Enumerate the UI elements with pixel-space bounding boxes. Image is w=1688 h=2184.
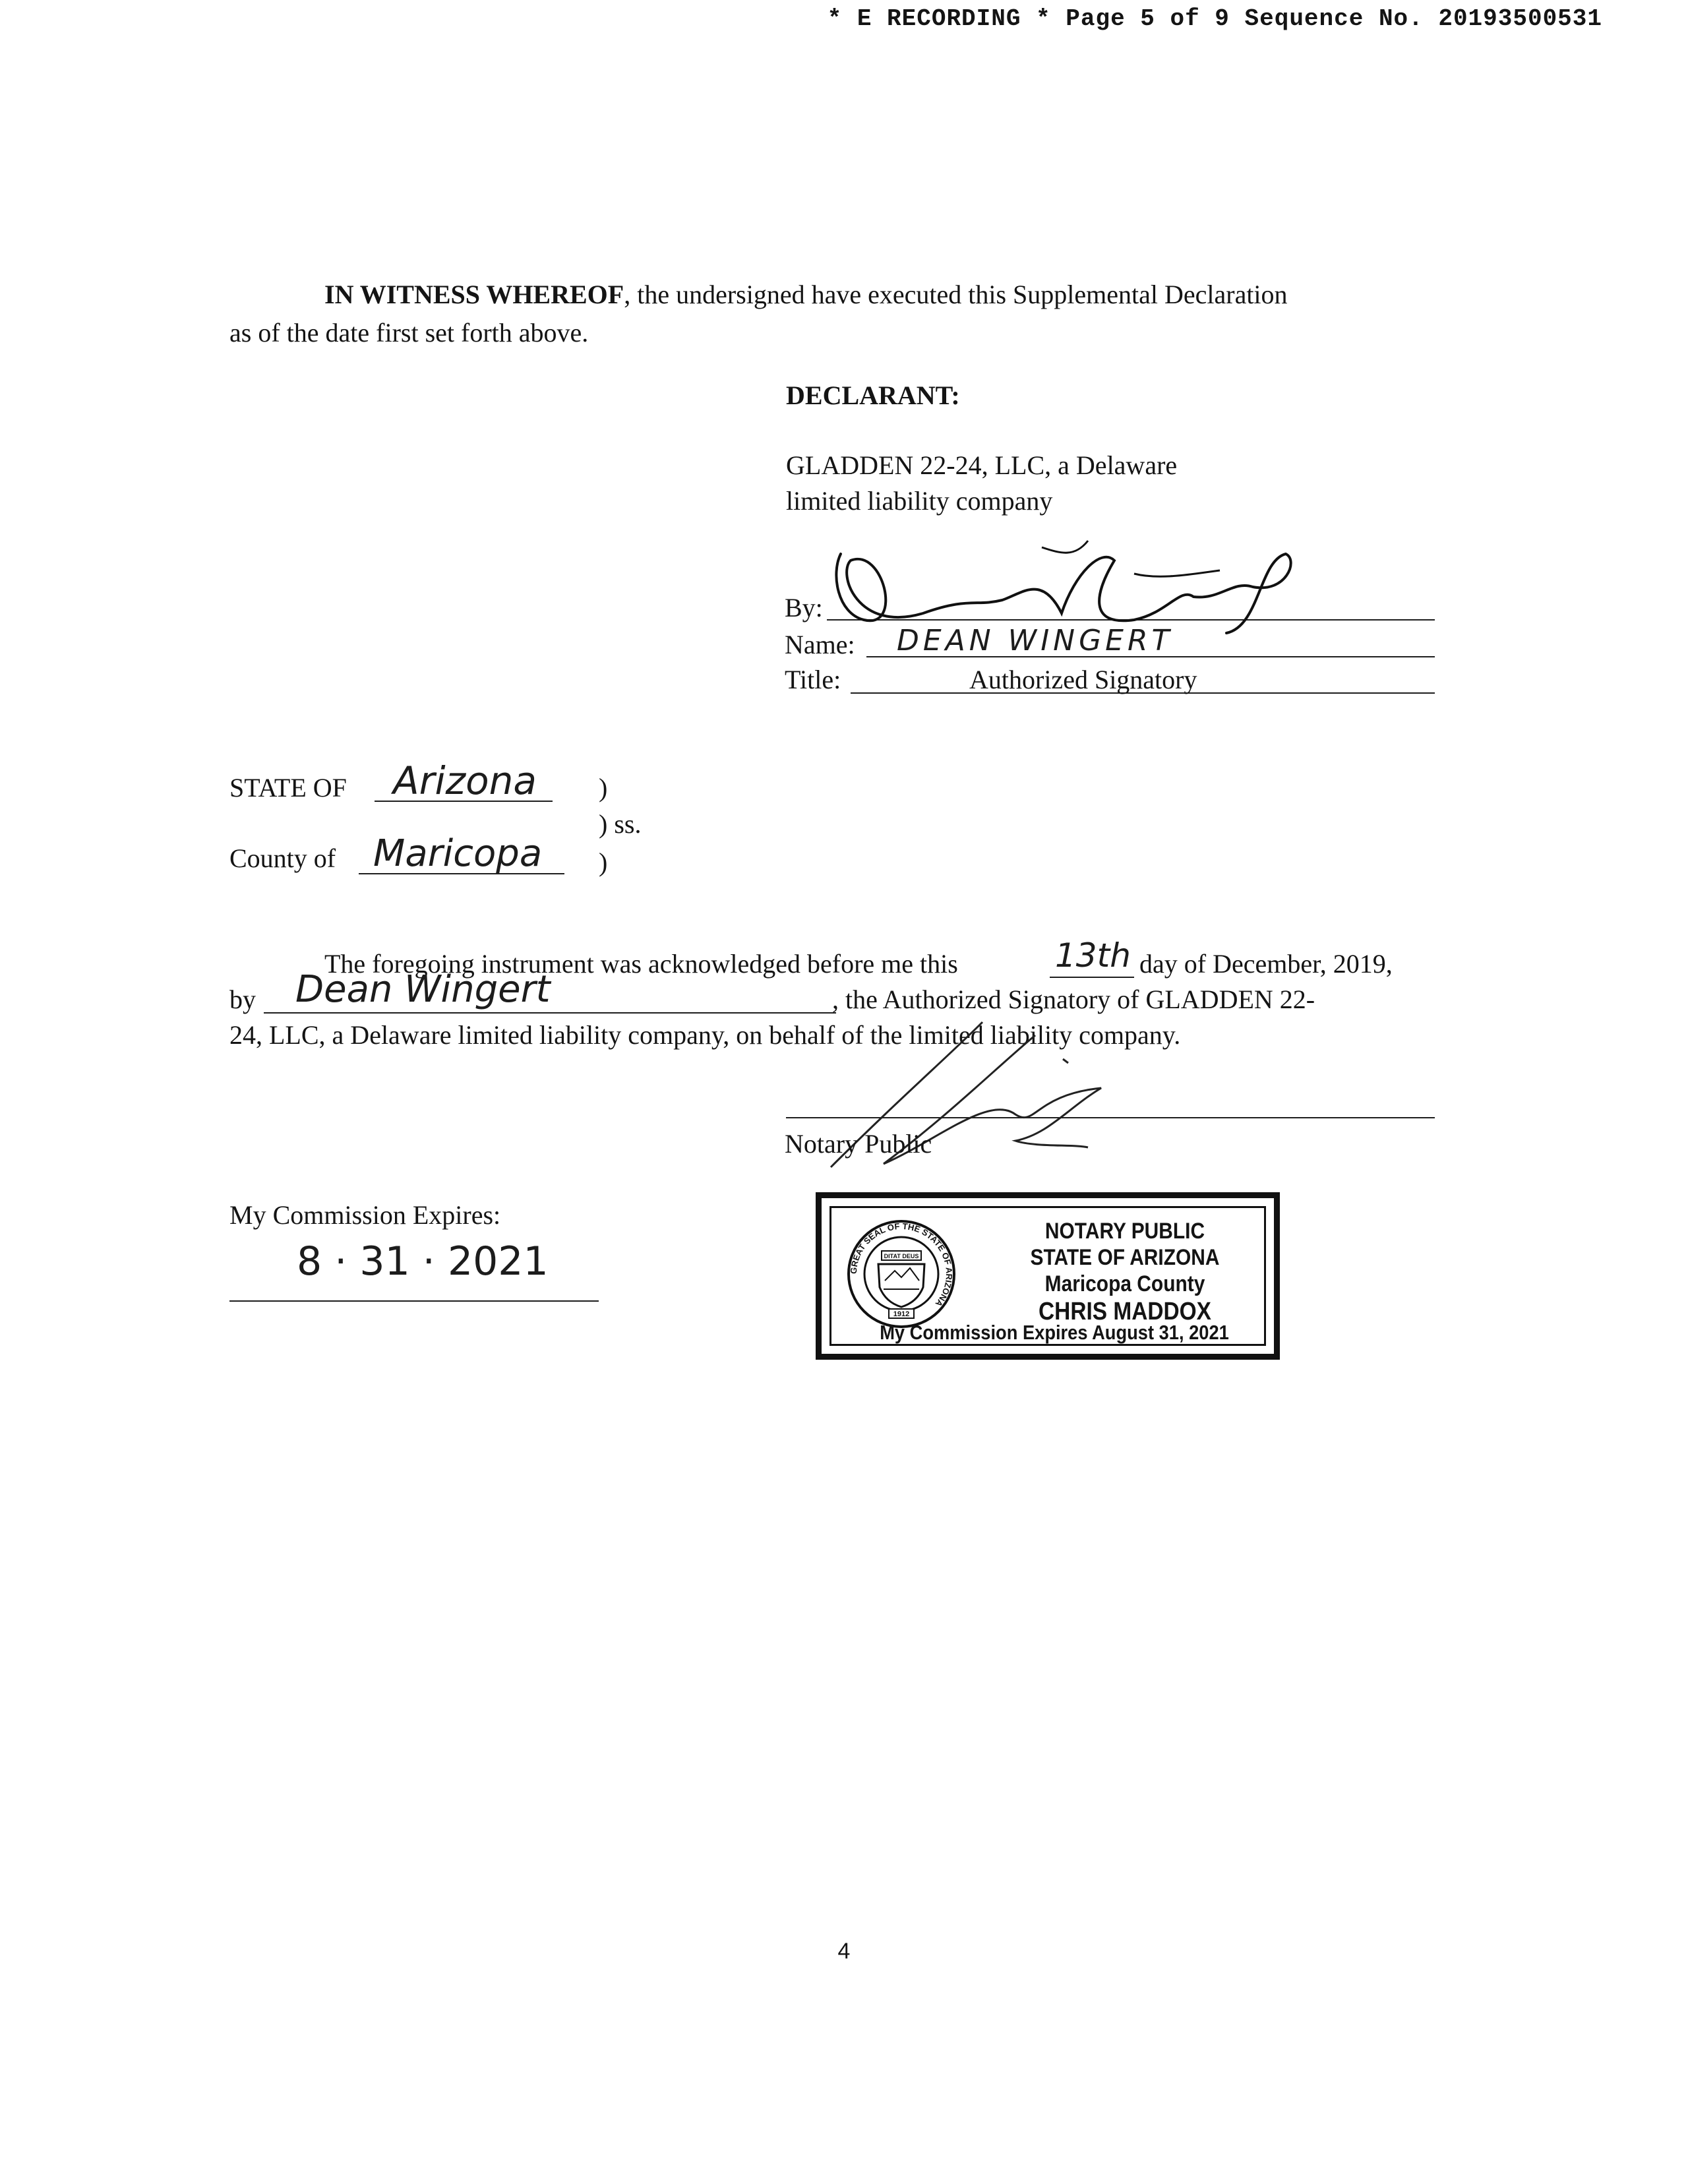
state-value: Arizona [393,758,537,803]
commission-value: 8 · 31 · 2021 [297,1238,549,1285]
day-line [1050,977,1134,978]
name-label: Name: [785,630,855,659]
handwritten-name: DEAN WINGERT [897,624,1174,657]
company-line-2: limited liability company [786,486,1053,516]
witness-line-1 [324,278,1288,311]
great-seal-icon [845,1218,957,1330]
signer-value: Dean Wingert [295,968,551,1011]
notary-stamp [816,1192,1280,1360]
venue-ss: ) ss. [599,809,642,839]
recording-header: * E RECORDING * Page 5 of 9 Sequence No. 20193500531 [827,5,1602,32]
stamp-notary-name: CHRIS MADDOX [1039,1298,1211,1325]
venue-paren-1: ) [599,773,608,803]
commission-line [229,1300,599,1302]
title-label: Title: [785,665,841,694]
notary-public-label: Notary Public [785,1129,932,1159]
ack-line-1a: The foregoing instrument was acknowledged before me this [324,949,958,979]
page-number: 4 [837,1939,851,1964]
stamp-county: Maricopa County [1044,1271,1205,1296]
declarant-signature [824,534,1325,666]
stamp-notary-public: NOTARY PUBLIC [1044,1219,1205,1244]
ack-by-label: by [229,985,256,1014]
title-value: Authorized Signatory [969,665,1197,694]
stamp-state: STATE OF ARIZONA [1030,1245,1220,1270]
witness-line-1-text: , the undersigned have executed this Supplemental Declaration [624,280,1288,309]
county-value: Maricopa [373,832,543,875]
venue-paren-3: ) [599,847,608,877]
declarant-heading: DECLARANT: [786,380,960,410]
seal-ring-text: GREAT SEAL OF THE STATE OF ARIZONA [848,1221,955,1309]
ack-line-3: 24, LLC, a Delaware limited liability company, on behalf of the limited liability company. [229,1020,1181,1050]
seal-motto: DITAT DEUS [884,1253,919,1259]
by-label: By: [785,593,823,622]
witness-line-2: as of the date first set forth above. [229,318,589,348]
witness-lead: IN WITNESS WHEREOF [324,280,624,309]
commission-label: My Commission Expires: [229,1200,501,1230]
stamp-expiry: My Commission Expires August 31, 2021 [880,1321,1229,1344]
day-value: 13th [1055,936,1131,975]
seal-year: 1912 [893,1310,910,1318]
company-line-1: GLADDEN 22-24, LLC, a Delaware [786,450,1178,480]
ack-line-2: , the Authorized Signatory of GLADDEN 22- [832,985,1315,1014]
state-of-label: STATE OF [229,773,347,803]
county-of-label: County of [229,843,336,873]
signer-line [264,1012,836,1014]
ack-line-1b: day of December, 2019, [1139,949,1393,979]
